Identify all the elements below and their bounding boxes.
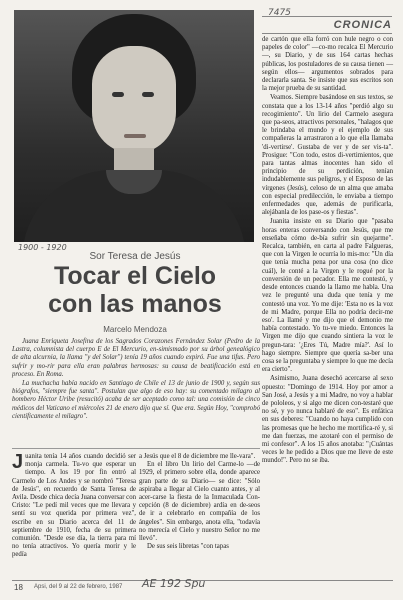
photo-left-eye bbox=[112, 92, 124, 97]
lead-paragraph: Juana Enriqueta Josefina de los Sagrados Corazones Fernández Solar (Pedro de la Lastra, columnista del cuerpo E de El Mercurio, en-simismado por su árbol genealógico de alta alcurnia, la llama "y del Solar") tenía 19 años cuando expiró. Fue una tifus. Pero sufrir y mo-rir para ella eran palabras hermosas: su causa de beatificación está en proceso. En Roma. bbox=[12, 338, 260, 378]
body-paragraph: a Jesús que el 8 de diciembre me lle-vara". bbox=[139, 453, 256, 460]
handwritten-photo-dates: 1900 - 1920 bbox=[18, 243, 67, 252]
lead-divider bbox=[12, 448, 260, 449]
section-header bbox=[262, 16, 392, 34]
body-column-2 bbox=[139, 453, 260, 551]
body-paragraph: Juanita insiste en su Diario que "pasaba horas enteras conversando con Jesús, que me enseñaba cómo de-bía sufrir sin quejarme". Recalca, también, en carta al padre Falgueras, que con la Virgen le ocurría lo mis-mo: "Un día que tenía mucha pena por una cosa (no dice cuál), le conté a la Virgen y le rogué por la conversión de un pecador. Ella me contestó, y desde entonces cuando la llamo me habla. Una vez le pregunté una duda que tenía y me contestó una voz. Yo me dije: 'Esta no es la voz de mi Madre, porque Ella no podría decir-me eso'. La llamé y me dijo que el demonio me había contestado. Yo tu-ve miedo. Entonces la Virgen me dijo que cuando sintiera la voz le pregun-tara: '¿Eres Tú, Madre mía?'. Así lo hago siempre. Siempre que quería sa-ber una cosa se la preguntaba y siempre lo que me decía era cierto". bbox=[262, 218, 393, 374]
body-paragraph: de cartón que ella forró con hule negro o con papeles de color" —co-mo recalca El Mercurio—, su Diario, y de sus 164 cartas hechas públicas, los postuladores de su causa tienen —según ellos— argumentos sobrados para declararla santa. Se insiste que sus escritos son la mejor prueba de su santidad. bbox=[262, 36, 393, 93]
portrait-photo bbox=[14, 10, 254, 242]
photo-mouth bbox=[124, 134, 146, 138]
headline-line-2: con las manos bbox=[48, 290, 222, 318]
body-paragraph bbox=[12, 453, 136, 560]
handwritten-footer-note: AE 192 Spu bbox=[142, 577, 206, 590]
publication-info: Apsi, del 9 al 22 de febrero, 1987 bbox=[34, 584, 123, 590]
lead-paragraph: La muchacha había nacido en Santiago de Chile el 13 de junio de 1900 y, según sus biógrafos, "siempre fue santa". Postulan que algo de eso hay: su comentado milagro al bombero Héctor Uribe (resucitó) acaba de ser aceptado como tal: una comisión de cinco médicos del Vaticano el miércoles 21 de enero dijo que sí. Que era. Según Hoy, "comprobó científicamente el milagro". bbox=[12, 380, 260, 420]
article-byline: Marcelo Mendoza bbox=[103, 325, 167, 334]
article-lead bbox=[12, 338, 260, 422]
body-paragraph: De sus seis libretas "con tapas bbox=[147, 543, 229, 551]
drop-cap: J bbox=[12, 451, 24, 473]
body-paragraph: En el libro Un lirio del Carme-lo —de 1929, el primero sobre ella, donde aparece gran parte de su Diario— se dice: "Sólo aspiraba a llegar al Cielo cuanto antes, y al acer-carse la fiesta de la Inmaculada Con-cepción (8 de diciembre) ardía en de-seos de ir a celebrarlo en compañía de los ángeles". Sin embargo, anota ella, "todavía no merecía el Cielo y nuestro Señor no me llevó". bbox=[139, 461, 260, 543]
article-kicker: Sor Teresa de Jesús bbox=[89, 251, 181, 262]
body-column-1 bbox=[12, 453, 136, 560]
article-headline bbox=[10, 262, 260, 318]
handwritten-top-note: 7475 bbox=[268, 8, 291, 18]
section-label: CRONICA bbox=[333, 19, 392, 31]
body-paragraph: Asimismo, Juana desechó acercarse al sexo opuesto: "Domingo de 1914. Hoy por amor a San José, a Jesús y a mi Madre, no voy a hablar de pololeos, y si algo me dicen con-testaré que no sé, y yo nunca hablaré de eso". Es enfática en sus deberes: "Cuando no haya cumplido con las promesas que he hecho me mortifica-ré y, si me dan fuerzas, me azotaré con el permiso de mi confesor". A los 15 años anotaba: "¡Cuántas veces le he pedido a Dios que me lleve de este mundo!". Pero no se iba. bbox=[262, 375, 393, 465]
body-column-3 bbox=[262, 36, 393, 467]
body-text: uanita tenía 14 años cuando decidió ser monja carmela. Tu-vo que esperar un tiempo. A los 19 por fin entró al Carmelo de Los Andes y se nombró "Teresa de Jesús", en recuerdo de Santa Teresa de Avila. Desde chica decía Juana conversar con Cristo: "Le pedí mil veces que me llevara y sentí su voz querida por primera vez", escribe en su Diario acerca del 11 de septiembre de 1910, fecha de su primera comunión. "Desde ese día, la tierra para mí no tenía atractivos. Yo quería morir y le pedía bbox=[12, 453, 136, 559]
headline-line-1: Tocar el Cielo bbox=[53, 262, 217, 290]
body-paragraph: Veamos. Siempre basándose en sus textos, se constata que a los 13-14 años "perdió algo su recogimiento". Un lirio del Carmelo asegura que pa-seos, atractivos personales, "halagos que le brindaba el mundo y el ejemplo de sus compañeras la arrastraron a lo que ella llamaba 'di-vertirse'. Gustaba de ver y de ser vis-ta". Prosigue: "Con todo, estos di-vertimientos, que para tantas almas inocentes han sido el principio de su perdición, tenían indudablemente sus peligros, y el Esposo de las vírgenes (Jesús), celoso de un alma que amaba con especial predilección, le enviaba a tiempo enfermedades que, además de purificarla, alejábanla de los pase-os y fiestas". bbox=[262, 94, 393, 217]
page-number: 18 bbox=[14, 583, 23, 592]
page-footer bbox=[12, 577, 393, 595]
photo-right-eye bbox=[142, 92, 154, 97]
